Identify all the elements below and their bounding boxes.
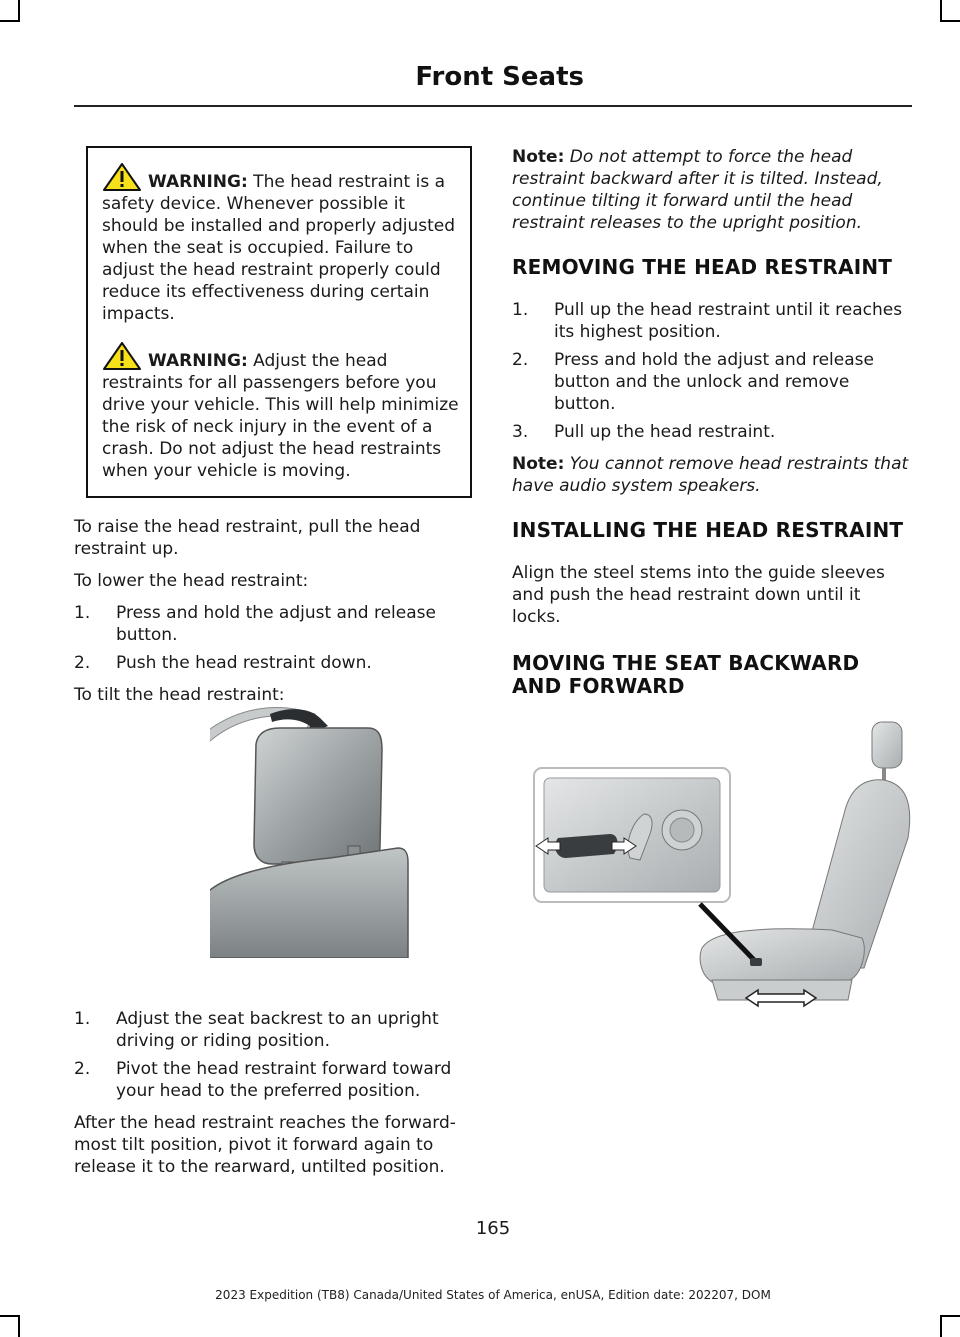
list-item: 1. Adjust the seat backrest to an upright driving or riding position.	[74, 1009, 439, 1051]
crop-mark	[18, 1317, 20, 1337]
crop-mark	[18, 0, 20, 20]
list-item: 1. Press and hold the adjust and release button.	[74, 603, 436, 645]
lower-steps-list	[74, 602, 472, 674]
footer-edition-info: 2023 Expedition (TB8) Canada/United States of America, enUSA, Edition date: 202207, DOM	[215, 1288, 771, 1302]
header-divider	[74, 105, 912, 107]
crop-mark	[940, 20, 960, 22]
warning-text: The head restraint is a safety device. Whenever possible it should be installed and properly adjusted when the seat is occupied. Failure to adjust the head restraint properly could reduce its effectiveness during certain impacts.	[102, 172, 456, 324]
heading-moving: MOVING THE SEAT BACKWARD AND FORWARD	[512, 651, 860, 698]
list-item: 2. Pivot the head restraint forward toward your head to the preferred position.	[74, 1059, 452, 1101]
warning-label: WARNING:	[148, 351, 248, 371]
warning-box	[86, 146, 472, 498]
paragraph-raise: To raise the head restraint, pull the head restraint up.	[74, 517, 421, 559]
crop-mark	[940, 1315, 960, 1317]
left-column	[74, 146, 472, 1188]
paragraph-after-tilt: After the head restraint reaches the forward-most tilt position, pivot it forward again to release it to the rearward, untilted position.	[74, 1113, 456, 1177]
right-column	[512, 146, 912, 718]
warning-text: Adjust the head restraints for all passengers before you drive your vehicle. This will help minimize the risk of neck injury in the event of a crash. Do not adjust the head restraints when your vehicle is moving.	[102, 351, 459, 481]
note-speakers: Note: You cannot remove head restraints that have audio system speakers.	[512, 454, 909, 496]
crop-mark	[940, 1317, 942, 1337]
warning-label: WARNING:	[148, 172, 248, 192]
crop-mark	[0, 1315, 20, 1317]
tilt-steps-list	[74, 1008, 472, 1102]
list-item: 2. Press and hold the adjust and release button and the unlock and remove button.	[512, 350, 874, 414]
note-tilt: Note: Do not attempt to force the head restraint backward after it is tilted. Instead, continue tilting it forward until the head restraint releases to the upright position.	[512, 147, 883, 233]
crop-mark	[0, 20, 20, 22]
page-title: Front Seats	[415, 62, 584, 92]
list-item: 1. Pull up the head restraint until it reaches its highest position.	[512, 300, 903, 342]
paragraph-lower-intro: To lower the head restraint:	[74, 571, 309, 591]
head-restraint-illustration	[210, 696, 410, 958]
page-number: 165	[475, 1218, 511, 1239]
seat-adjust-illustration	[532, 718, 932, 1018]
warning-triangle-icon	[102, 341, 142, 371]
warning-paragraph	[102, 341, 460, 482]
heading-removing: REMOVING THE HEAD RESTRAINT	[512, 255, 893, 279]
removing-steps-list	[512, 299, 912, 443]
list-item: 3. Pull up the head restraint.	[512, 422, 776, 442]
warning-paragraph	[102, 162, 460, 325]
paragraph-tilt-intro: To tilt the head restraint:	[74, 685, 285, 705]
heading-installing: INSTALLING THE HEAD RESTRAINT	[512, 518, 904, 542]
crop-mark	[940, 0, 942, 20]
paragraph-installing: Align the steel stems into the guide sleeves and push the head restraint down until it locks.	[512, 563, 885, 627]
list-item: 2. Push the head restraint down.	[74, 653, 372, 673]
warning-triangle-icon	[102, 162, 142, 192]
